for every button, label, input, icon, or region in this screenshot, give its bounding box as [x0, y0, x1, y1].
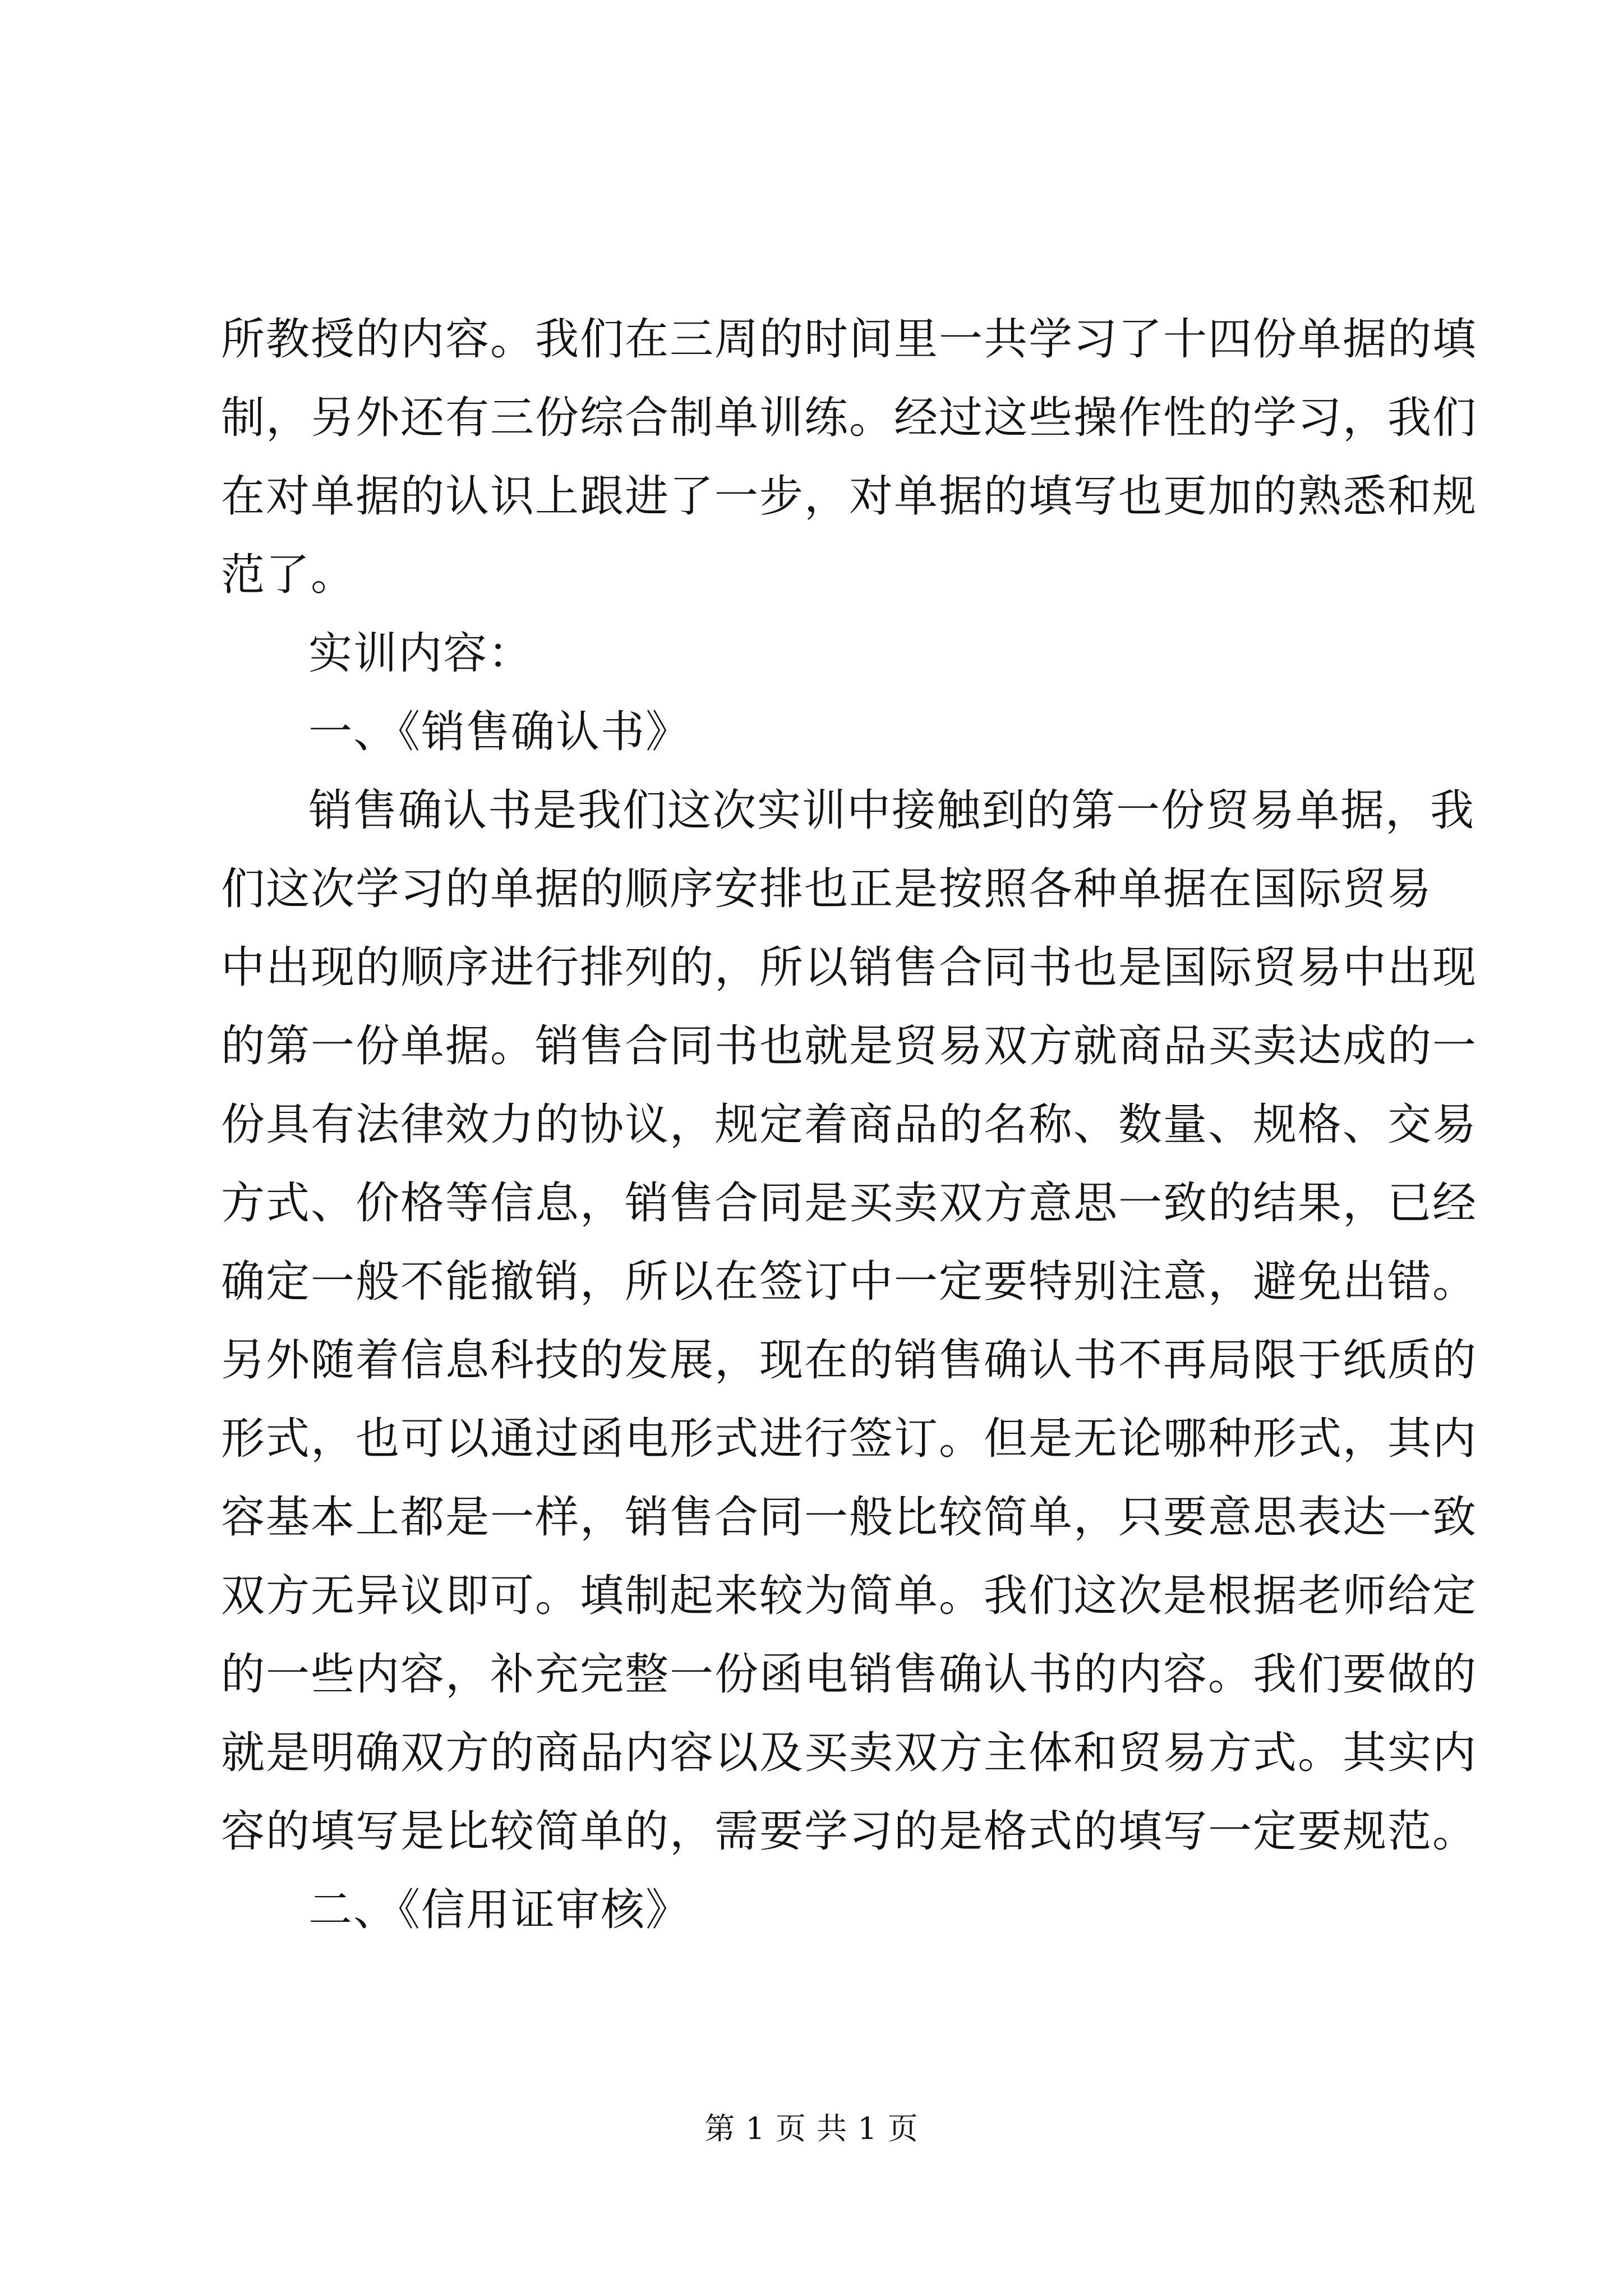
paragraph	[221, 693, 1432, 771]
document-body	[221, 300, 1478, 1949]
text-line: 另外随着信息科技的发展，现在的销售确认书不再局限于纸质的	[221, 1335, 1478, 1386]
section-heading: 二、《信用证审核》	[308, 1885, 691, 1935]
section-heading: 一、《销售确认书》	[308, 707, 691, 757]
text-line: 双方无异议即可。填制起来较为简单。我们这次是根据老师给定	[221, 1571, 1478, 1621]
text-line: 确定一般不能撤销，所以在签订中一定要特别注意，避免出错。	[221, 1257, 1478, 1307]
paragraph	[221, 1871, 1432, 1949]
text-line: 范了。	[221, 550, 356, 600]
text-line: 在对单据的认识上跟进了一步，对单据的填写也更加的熟悉和规	[221, 471, 1478, 522]
page-footer: 第 1 页 共 1 页	[704, 2111, 919, 2146]
text-line: 销售确认书是我们这次实训中接触到的第一份贸易单据，我	[308, 785, 1476, 836]
paragraph	[221, 300, 1478, 614]
text-line: 中出现的顺序进行排列的，所以销售合同书也是国际贸易中出现	[221, 942, 1478, 993]
text-line: 制，另外还有三份综合制单训练。经过这些操作性的学习，我们	[221, 393, 1478, 443]
paragraph	[221, 771, 1478, 1871]
section-heading: 实训内容：	[308, 628, 533, 679]
text-line: 的一些内容，补充完整一份函电销售确认书的内容。我们要做的	[221, 1649, 1478, 1700]
text-line: 们这次学习的单据的顺序安排也正是按照各种单据在国际贸易	[221, 864, 1433, 914]
text-line: 方式、价格等信息，销售合同是买卖双方意思一致的结果，已经	[221, 1178, 1478, 1228]
text-line: 的第一份单据。销售合同书也就是贸易双方就商品买卖达成的一	[221, 1021, 1478, 1071]
text-line: 份具有法律效力的协议，规定着商品的名称、数量、规格、交易	[221, 1099, 1478, 1150]
text-line: 就是明确双方的商品内容以及买卖双方主体和贸易方式。其实内	[221, 1728, 1478, 1778]
text-line: 容基本上都是一样，销售合同一般比较简单，只要意思表达一致	[221, 1492, 1478, 1543]
text-line: 容的填写是比较简单的，需要学习的是格式的填写一定要规范。	[221, 1806, 1478, 1857]
paragraph	[221, 614, 1432, 693]
text-line: 形式，也可以通过函电形式进行签订。但是无论哪种形式，其内	[221, 1414, 1478, 1464]
text-line: 所教授的内容。我们在三周的时间里一共学习了十四份单据的填	[221, 314, 1478, 365]
